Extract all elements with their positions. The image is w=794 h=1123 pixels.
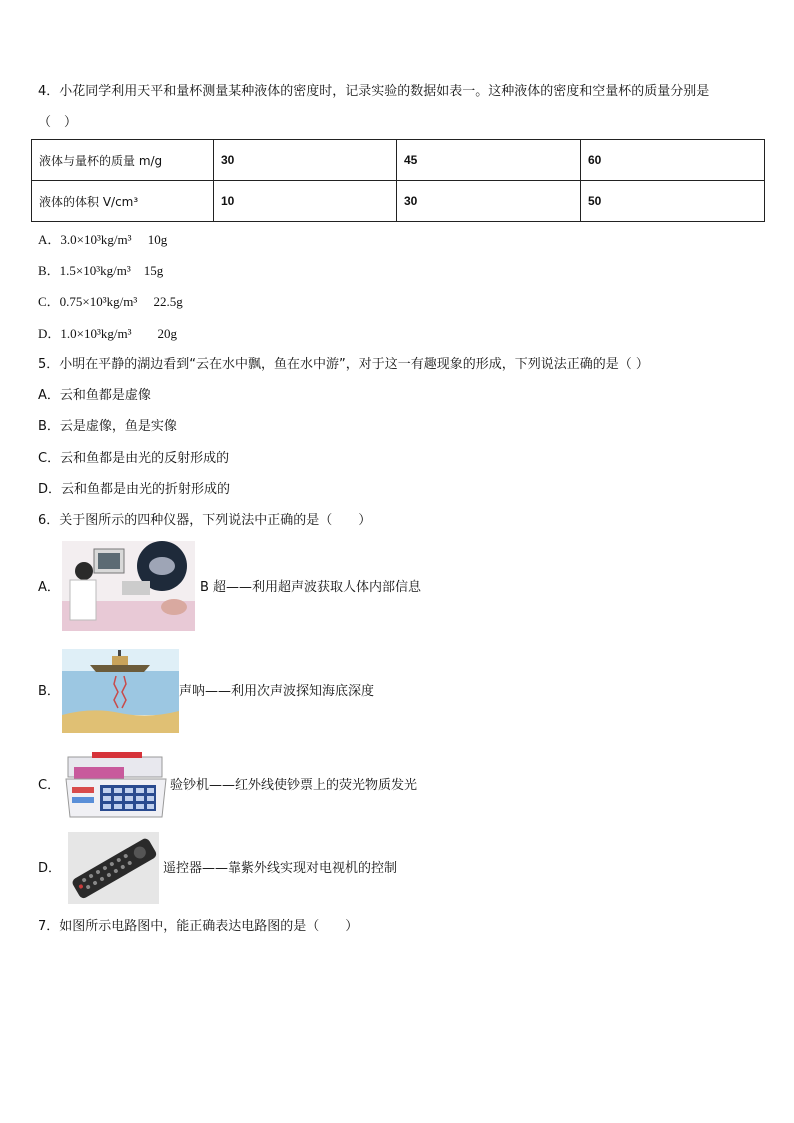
table-cell: 10 [214,181,397,222]
q6-option-b-letter: B． [38,684,60,699]
q6-option-c-text: 验钞机——红外线使钞票上的荧光物质发光 [170,778,418,793]
q4-option-a: A．3.0×10³kg/m³ 10g [38,232,168,247]
q4-option-b: B．1.5×10³kg/m³ 15g [38,263,164,278]
q5-option-b: B．云是虚像，鱼是实像 [38,419,177,434]
q6-stem: 6．关于图所示的四种仪器，下列说法中正确的是（ ） [38,513,372,528]
table-cell: 30 [214,140,397,181]
q5-option-d: D．云和鱼都是由光的折射形成的 [38,482,231,497]
table-cell: 45 [397,140,581,181]
table-row [32,140,765,181]
q4-paren: （ ） [38,115,78,130]
q5-option-c: C．云和鱼都是由光的反射形成的 [38,451,230,466]
ultrasound-image [62,541,195,631]
money-detector-image [62,751,168,822]
q4-option-d: D．1.0×10³kg/m³ 20g [38,326,177,341]
q6-option-a-text: B 超——利用超声波获取人体内部信息 [200,580,422,595]
q5-option-a: A．云和鱼都是虚像 [38,388,151,403]
table-cell: 60 [581,140,765,181]
table-cell: 30 [397,181,581,222]
table-row-label: 液体的体积 V/cm³ [32,181,214,222]
q6-option-d-text: 遥控器——靠紫外线实现对电视机的控制 [163,861,398,876]
q6-option-b-text: 声呐——利用次声波探知海底深度 [179,684,375,699]
q4-option-c: C．0.75×10³kg/m³ 22.5g [38,294,183,309]
table-cell: 50 [581,181,765,222]
q6-option-d-letter: D． [38,861,62,876]
sonar-image [62,649,179,733]
q4-stem: 4．小花同学利用天平和量杯测量某种液体的密度时，记录实验的数据如表一。这种液体的密度和空量杯的质量分别是 [38,84,710,99]
q5-stem: 5．小明在平静的湖边看到“云在水中飘，鱼在水中游”，对于这一有趣现象的形成，下列说法正确的是（ ） [38,357,649,372]
table-row-label: 液体与量杯的质量 m/g [32,140,214,181]
remote-control-image [68,832,159,904]
q6-option-c-letter: C． [38,778,61,793]
table-row [32,181,765,222]
q6-option-a-letter: A． [38,580,60,595]
q4-data-table [31,139,765,222]
q7-stem: 7．如图所示电路图中，能正确表达电路图的是（ ） [38,919,359,934]
